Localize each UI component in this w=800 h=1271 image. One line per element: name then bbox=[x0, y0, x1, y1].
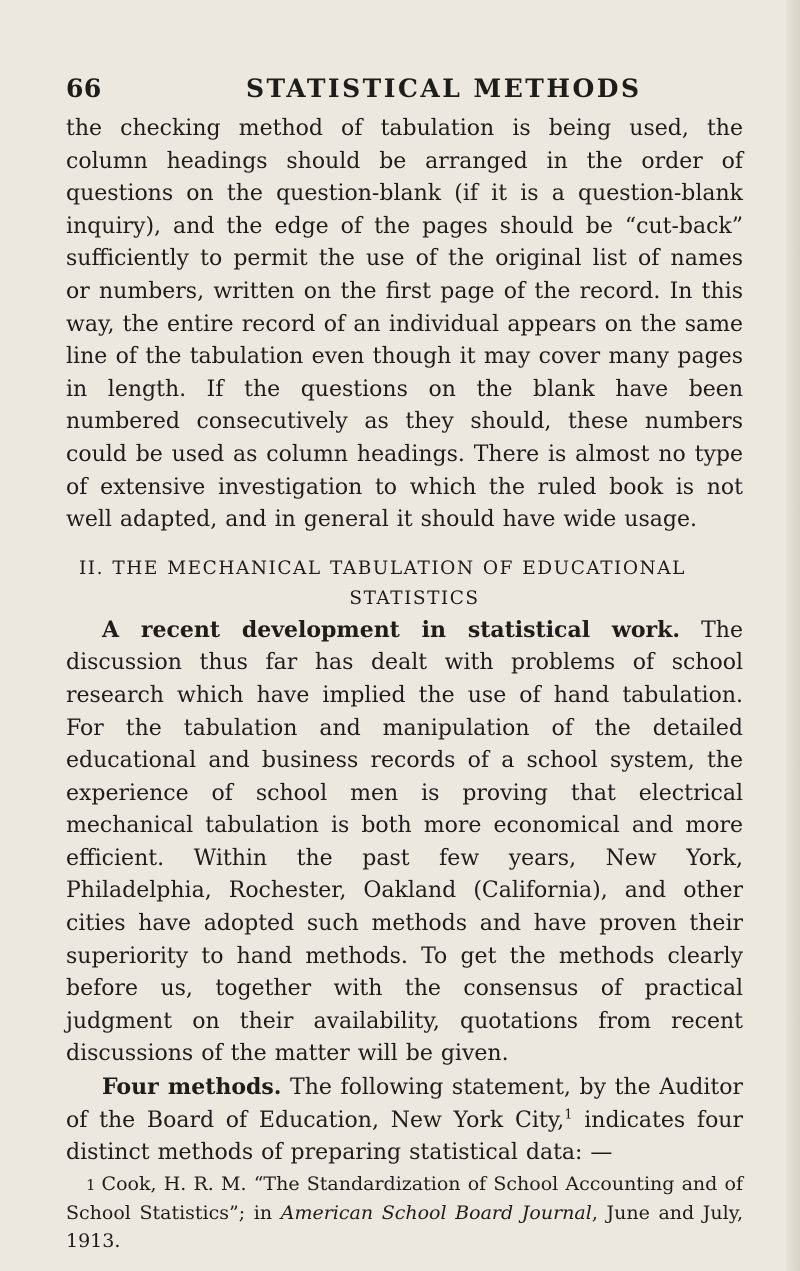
paragraph-text: indicates four distinct methods of preparing statistical data: — bbox=[66, 1107, 743, 1166]
running-title: STATISTICAL METHODS bbox=[246, 74, 642, 103]
paragraph-text: The discussion thus far has dealt with problems of school research which have implied the use of hand tabulation. For the tabulation and manipulation of the detailed educational and business records of a school system, the experience of school men is proving that electrical mechanical tabulation is both more economical and more efficient. Within the past few years, New York, Philadelphia, Rochester, Oakland (California), and other cities have adopted such methods and have proven their superiority to hand methods. To get the methods clearly before us, together with the consensus of practical judgment on their availability, quotations from recent discussions of the matter will be given. bbox=[66, 617, 743, 1067]
paragraph-four-methods bbox=[66, 1071, 743, 1170]
paragraph-recent-development bbox=[66, 614, 743, 1071]
paragraph-text: The following statement, by the Auditor of the Board of Education, New York City, bbox=[66, 1075, 743, 1133]
footnote-text: Cook, H. R. M. “The Standardization of School Accounting and of School Statistics”; in bbox=[66, 1172, 743, 1224]
page-edge-shadow bbox=[786, 0, 800, 1271]
page-number: 66 bbox=[66, 74, 102, 103]
section-heading-line-2: STATISTICS bbox=[349, 587, 480, 609]
footnote-journal-title: American School Board Journal bbox=[280, 1201, 592, 1224]
footnote-marker: 1 bbox=[86, 1175, 96, 1194]
page-body bbox=[66, 113, 743, 1255]
footnote bbox=[66, 1170, 743, 1255]
paragraph-continued: the checking method of tabulation is being used, the column headings should be arranged in the order of questions on the question-blank (if it is a question-blank inquiry), and the edge of the pages should be “cut-back” sufficiently to permit the use of the original list of names or numbers, written on the first page of the record. In this way, the entire record of an individual appears on the same line of the tabulation even though it may cover many pages in length. If the questions on the blank have been numbered consecutively as they should, these numbers could be used as column headings. There is almost no type of extensive investigation to which the ruled book is not well adapted, and in general it should have wide usage. bbox=[66, 116, 743, 533]
run-in-heading-four-methods: Four methods. bbox=[102, 1074, 282, 1101]
footnote-text: , June and July, 1913. bbox=[66, 1201, 743, 1252]
section-heading-line-1: II. THE MECHANICAL TABULATION OF EDUCATIONAL bbox=[79, 557, 686, 579]
section-heading bbox=[66, 554, 743, 614]
footnote-reference[interactable]: 1 bbox=[564, 1107, 573, 1123]
run-in-heading-recent-development: A recent development in statistical work. bbox=[102, 616, 680, 643]
page-header bbox=[66, 74, 746, 114]
